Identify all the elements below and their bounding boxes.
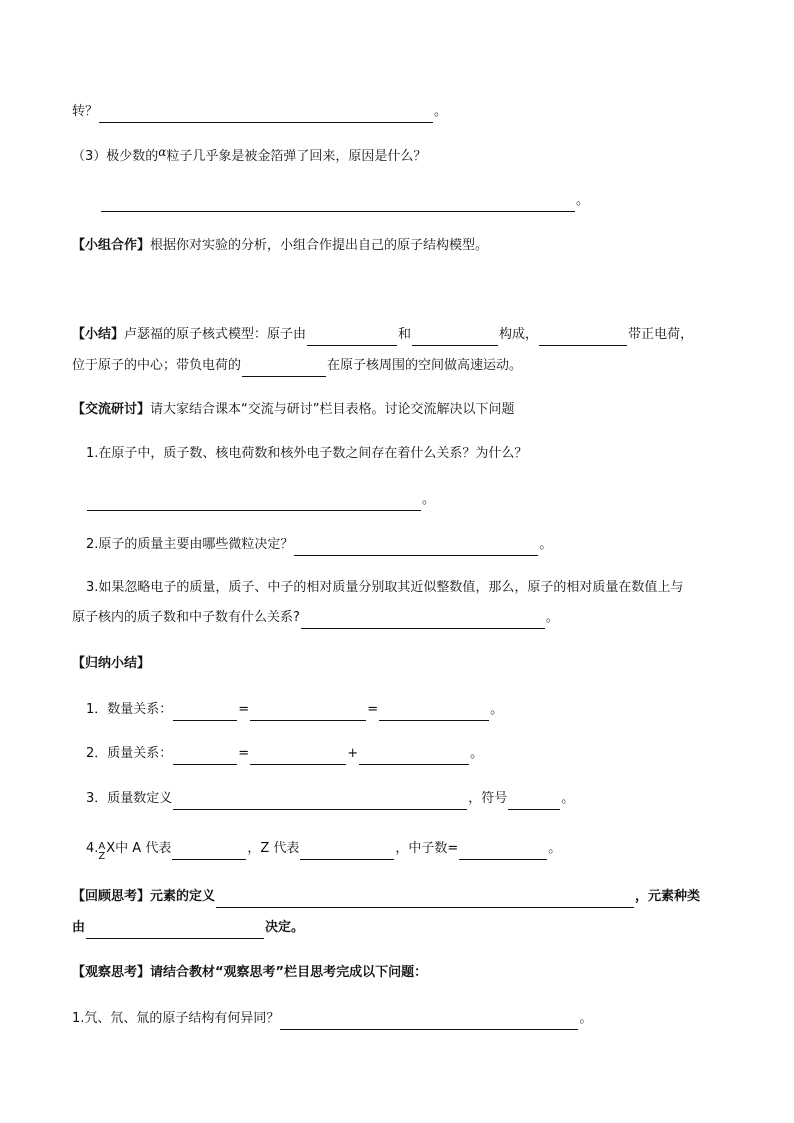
answer-blank[interactable] bbox=[280, 1013, 578, 1030]
answer-blank[interactable] bbox=[250, 748, 346, 765]
answer-blank[interactable] bbox=[539, 329, 627, 346]
answer-blank[interactable] bbox=[87, 494, 421, 511]
answer-blank[interactable] bbox=[173, 793, 467, 810]
answer-blank[interactable] bbox=[173, 704, 237, 721]
section-heading: 【小组合作】 bbox=[72, 238, 151, 253]
summary-section: 【小结】 卢瑟福的原子核式模型：原子由 和 构成， 带正电荷， bbox=[72, 324, 734, 346]
answer-blank[interactable] bbox=[250, 704, 366, 721]
answer-blank[interactable] bbox=[294, 539, 538, 556]
review-section: 【回顾思考】 元素的定义 ，元素种类 bbox=[72, 886, 734, 908]
answer-blank[interactable] bbox=[172, 843, 246, 860]
answer-blank[interactable] bbox=[101, 195, 575, 212]
question-3-answer: 。 bbox=[100, 190, 734, 212]
answer-blank[interactable] bbox=[307, 329, 397, 346]
answer-blank[interactable] bbox=[459, 843, 547, 860]
summary-section-cont: 位于原子的中心；带负电荷的 在原子核周围的空间做高速运动。 bbox=[72, 355, 734, 377]
section-heading: 【回顾思考】 bbox=[72, 889, 151, 904]
section-heading: 【小结】 bbox=[72, 327, 125, 342]
answer-blank[interactable] bbox=[412, 329, 498, 346]
answer-blank[interactable] bbox=[86, 922, 264, 939]
answer-blank[interactable] bbox=[173, 748, 237, 765]
discussion-q3: 3.如果忽略电子的质量，质子、中子的相对质量分别取其近似整数值，那么，原子的相对质量在数值上与 bbox=[86, 580, 684, 595]
section-heading: 【交流研讨】 bbox=[72, 402, 151, 417]
discussion-q1: 1.在原子中，质子数、核电荷数和核外电子数之间存在着什么关系？为什么？ bbox=[86, 446, 528, 461]
nuclide-symbol: A Z bbox=[98, 841, 106, 862]
question-3: （3）极少数的 α 粒子几乎象是被金箔弹了回来，原因是什么？ bbox=[72, 146, 734, 168]
answer-blank[interactable] bbox=[216, 891, 634, 908]
answer-blank[interactable] bbox=[359, 748, 469, 765]
answer-blank[interactable] bbox=[508, 793, 560, 810]
answer-blank[interactable] bbox=[300, 843, 394, 860]
discussion-q3-cont: 原子核内的质子数和中子数有什么关系? 。 bbox=[72, 607, 734, 629]
answer-blank[interactable] bbox=[301, 612, 545, 629]
observe-q1: 1.氕、氘、氚的原子结构有何异同？ 。 bbox=[72, 1008, 734, 1030]
section-heading: 【观察思考】 bbox=[72, 965, 151, 980]
group-work-section: 【小组合作】 根据你对实验的分析，小组合作提出自己的原子结构模型。 bbox=[72, 235, 734, 257]
answer-blank[interactable] bbox=[242, 360, 326, 377]
review-section-cont: 由 决定。 bbox=[72, 917, 734, 939]
question-deflection-cont: 转？ 。 bbox=[72, 101, 734, 123]
nuclide-notation: 4. A Z X 中 A 代表 ，Z 代表 ，中子数= 。 bbox=[86, 841, 562, 862]
discussion-q2: 2.原子的质量主要由哪些微粒决定？ 。 bbox=[86, 534, 734, 556]
discussion-section: 【交流研讨】 请大家结合课本“交流与研讨”栏目表格。讨论交流解决以下问题 bbox=[72, 399, 734, 421]
alpha-symbol: α bbox=[158, 145, 167, 159]
mass-relation: 2．质量关系： = + 。 bbox=[86, 743, 734, 765]
answer-blank[interactable] bbox=[379, 704, 489, 721]
mass-number-definition: 3．质量数定义 ，符号 。 bbox=[86, 788, 734, 810]
discussion-q1-answer: 。 bbox=[86, 489, 734, 511]
induction-section bbox=[72, 653, 734, 675]
section-heading: 【归纳小结】 bbox=[72, 656, 151, 671]
answer-blank[interactable] bbox=[99, 106, 433, 123]
observe-section: 【观察思考】 请结合教材“观察思考”栏目思考完成以下问题： bbox=[72, 962, 734, 984]
quantity-relation: 1．数量关系： = = 。 bbox=[86, 699, 734, 721]
